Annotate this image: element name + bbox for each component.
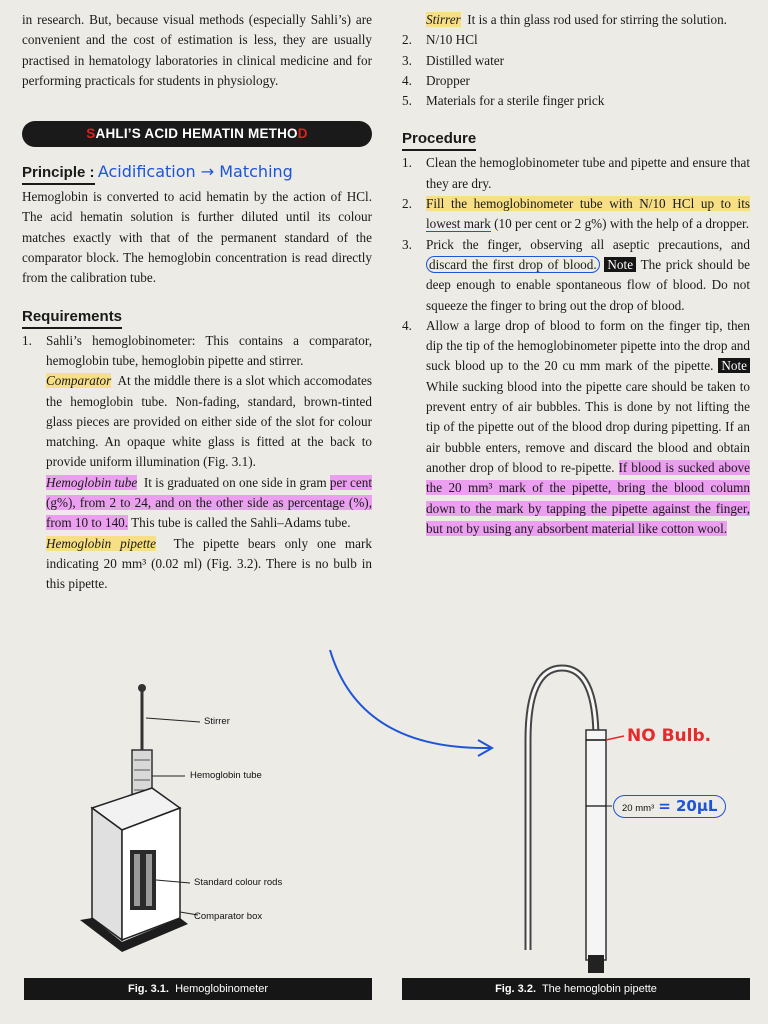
right-column [402,10,750,539]
list-number: 3. [402,236,412,252]
list-number: 2. [402,32,412,48]
list-number: 1. [22,332,32,348]
procedure-heading: Procedure [402,129,476,151]
banner-last-letter: D [297,126,308,142]
requirements-list [22,331,372,372]
left-column [22,10,372,595]
list-number: 2. [402,196,412,212]
procedure-text: Prick the finger, observing all aseptic precautions, and [426,236,750,252]
principle-heading: Principle : [22,163,95,185]
mark-volume-label: 20 mm³ [622,803,655,814]
procedure-step [402,235,750,316]
stirrer-paragraph [402,10,750,30]
requirements-heading: Requirements [22,307,122,329]
requirement-item [402,51,750,71]
intro-paragraph: in research. But, because visual methods (especially Sahli’s) are convenient and the cost of estimation is less, they are usually practised in hematology laboratories in clinical medicine and for performing practicals for students in physiology. [22,12,372,88]
note-badge: Note [718,358,750,373]
procedure-text: (10 per cent or 2 g%) with the help of a dropper. [494,216,750,232]
requirement-text: Materials for a sterile finger prick [426,93,605,109]
requirement-item [22,331,372,372]
list-number: 4. [402,72,412,88]
volume-handwritten-note: = 20µL [658,797,718,815]
requirements-section [22,301,372,595]
stirrer-text: It is a thin glass rod used for stirring the solution. [467,12,727,27]
fig1-caption [24,978,372,1000]
procedure-text-highlight: If blood is sucked above the 20 mm³ mark of the pipette, bring the blood column down to the mark by tapping the pipette against the finger, but not by using any absorbent material like cotton wool. [426,459,751,536]
requirement-text: Distilled water [426,52,505,68]
pipette-tip [588,955,604,973]
principle-handwritten-note: Acidification → Matching [97,162,293,182]
tube-paragraph [22,473,372,534]
fig2-caption-text: The hemoglobin pipette [541,983,657,995]
tube-text-rest: This tube is called the Sahli–Adams tube. [131,515,351,531]
no-bulb-handwritten-note: NO Bulb. [627,726,712,746]
colour-rods-slot [130,850,156,910]
fig2-caption [402,978,750,1000]
requirement-item [402,91,750,111]
comparator-box-label: Comparator box [194,911,263,922]
procedure-text-underlined: lowest mark [426,216,491,232]
pipette-paragraph [22,534,372,595]
procedure-list [402,153,750,539]
requirement-item [402,30,750,50]
standard-colour-rods-label: Standard colour rods [194,877,283,888]
fig1-caption-text: Hemoglobinometer [175,983,269,995]
procedure-step [402,194,750,235]
requirement-text: Dropper [426,72,470,88]
procedure-step [402,153,750,194]
procedure-section [402,123,750,539]
list-number: 1. [402,155,412,171]
volume-annotation [613,795,726,818]
requirements-list-continued [402,30,750,111]
principle-section [22,157,372,288]
pipette-text: The pipette bears only one mark indicating 20 mm³ (0.02 ml) (Fig. 3.2). There is no bulb in this pipette. [46,535,373,592]
list-number: 4. [402,317,412,333]
procedure-text-circled: discard the first drop of blood. [426,256,600,273]
pipette-term: Hemoglobin pipette [46,535,157,551]
fig2-caption-number: Fig. 3.2. [495,983,537,995]
requirement-item [402,71,750,91]
comparator-box-front [92,808,122,940]
tube-term: Hemoglobin tube [46,474,138,490]
procedure-text: Allow a large drop of blood to form on the finger tip, then dip the tip of the hemoglobinometer pipette into the drop and suck blood up to the 20 cu mm mark of the pipette. [426,317,750,374]
principle-text: Hemoglobin is converted to acid hematin by the action of HCl. The acid hematin solution is further diluted until its colour matches exactly with that of the permanent standard of the comparator block. The hemoglobin concentration is read directly from the calibration tube. [22,189,372,286]
procedure-text: While sucking blood into the pipette care should be taken to prevent entry of air bubbles. This is done by not lifting the tip of the pipette out of the blood drop during pipetting. If an air bubble enters, remove and discard the blood and obtain another drop of blood to re-pipette. [426,378,750,475]
comparator-paragraph [22,371,372,472]
banner-first-letter: S [86,126,96,142]
fig1-caption-number: Fig. 3.1. [127,983,169,995]
hemoglobin-tube-label: Hemoglobin tube [190,770,262,781]
banner-title: AHLI’S ACID HEMATIN METHO [95,126,298,142]
tube-text: It is graduated on one side in gram [143,474,327,490]
procedure-step [402,316,750,539]
tube-text-highlight: per cent (g%), from 2 to 24, and on the other side as percentage (%), from 10 to 140. [46,474,373,531]
stirrer-label: Stirrer [204,716,230,727]
comparator-text: At the middle there is a slot which accomodates the hemoglobin tube. Non-fading, standard, brown-tinted glass pieces are provided on either side of the slot for colour matching. An opaque white glass is fitted at the back to provide uniform illumination (Fig. 3.1). [46,373,372,470]
handwritten-arrow [320,640,510,770]
list-number: 3. [402,52,412,68]
procedure-text: Clean the hemoglobinometer tube and pipette and ensure that they are dry. [426,155,750,191]
procedure-text-highlight: Fill the hemoglobinometer tube with N/10 HCl up to its [426,196,750,212]
note-badge: Note [604,257,636,272]
requirement-text: Sahli’s hemoglobinometer: This contains a comparator, hemoglobin tube, hemoglobin pipette and stirrer. [46,332,372,368]
comparator-term: Comparator [46,373,112,389]
list-number: 5. [402,93,412,109]
stirrer-tip [138,684,146,692]
procedure-text: The prick should be deep enough to enable spontaneous flow of blood. Do not squeeze the finger to bring out the drop of blood. [426,256,751,313]
stirrer-term: Stirrer [426,12,461,27]
requirement-text: N/10 HCl [426,32,478,48]
section-banner [22,121,372,147]
pipette-body [586,730,606,960]
